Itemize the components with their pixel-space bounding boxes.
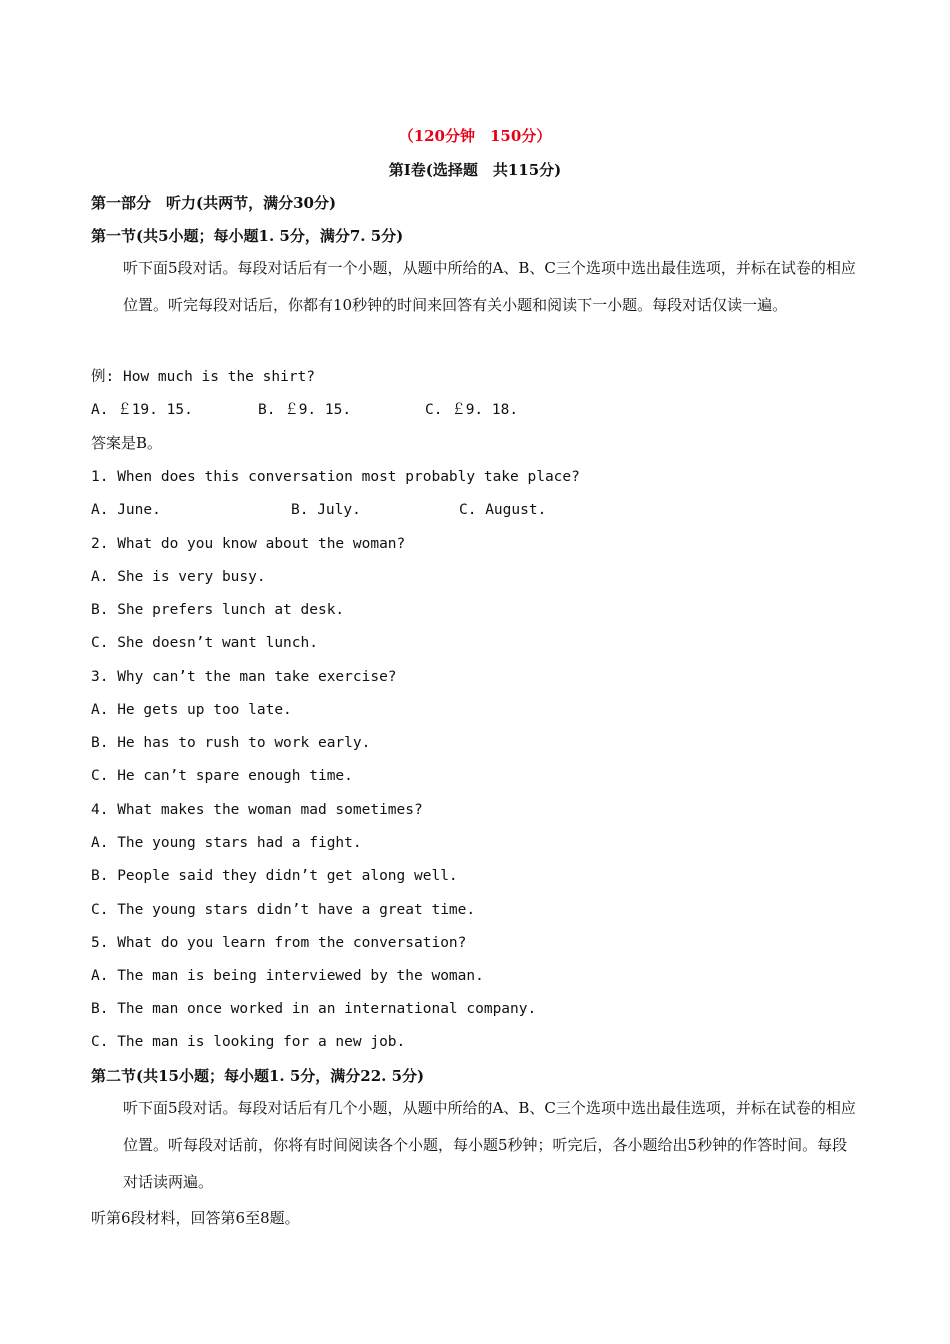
- example-option-a: A. ￡19. 15.: [91, 402, 193, 418]
- q2-option-b: B. She prefers lunch at desk.: [91, 602, 345, 618]
- question-3: 3. Why can’t the man take exercise?: [91, 669, 397, 685]
- section2-instructions: 听下面5段对话。每段对话后有几个小题，从题中所给的A、B、C三个选项中选出最佳选项，并标在试卷的相应位置。听每段对话前，你将有时间阅读各个小题，每小题5秒钟；听完后，各小题给出5秒钟的作答时间。每段对话读两遍。: [123, 1099, 856, 1191]
- q4-option-b: B. People said they didn’t get along well.: [91, 868, 458, 884]
- q5-option-c: C. The man is looking for a new job.: [91, 1034, 406, 1050]
- volume-title: 第Ⅰ卷(选择题 共115分): [388, 161, 562, 179]
- q3-option-b: B. He has to rush to work early.: [91, 735, 371, 751]
- section2-title: 第二节(共15小题；每小题1. 5分，满分22. 5分): [91, 1067, 425, 1085]
- q5-option-a: A. The man is being interviewed by the woman.: [91, 968, 484, 984]
- question-5: 5. What do you learn from the conversation?: [91, 935, 467, 951]
- q2-option-c: C. She doesn’t want lunch.: [91, 635, 318, 651]
- part1-title: 第一部分 听力(共两节，满分30分): [91, 194, 337, 212]
- section1-instructions: 听下面5段对话。每段对话后有一个小题，从题中所给的A、B、C三个选项中选出最佳选项，并标在试卷的相应位置。听完每段对话后，你都有10秒钟的时间来回答有关小题和阅读下一小题。每段对话仅读一遍。: [123, 259, 856, 314]
- question-1: 1. When does this conversation most probably take place?: [91, 469, 580, 485]
- q1-option-b: B. July.: [291, 502, 361, 518]
- time-score-header: （120分钟 150分）: [398, 127, 552, 145]
- q1-option-a: A. June.: [91, 502, 161, 518]
- section1-title: 第一节(共5小题；每小题1. 5分，满分7. 5分): [91, 227, 404, 245]
- question-4: 4. What makes the woman mad sometimes?: [91, 802, 423, 818]
- q3-option-c: C. He can’t spare enough time.: [91, 768, 353, 784]
- example-option-c: C. ￡9. 18.: [425, 402, 519, 418]
- example-answer: 答案是B。: [91, 434, 163, 452]
- q4-option-a: A. The young stars had a fight.: [91, 835, 362, 851]
- example-question: 例: How much is the shirt?: [91, 369, 316, 385]
- example-option-b: B. ￡9. 15.: [258, 402, 352, 418]
- section2-sub-instruction: 听第6段材料，回答第6至8题。: [91, 1209, 300, 1227]
- q5-option-b: B. The man once worked in an international company.: [91, 1001, 537, 1017]
- q2-option-a: A. She is very busy.: [91, 569, 266, 585]
- q1-option-c: C. August.: [459, 502, 547, 518]
- q4-option-c: C. The young stars didn’t have a great time.: [91, 902, 476, 918]
- question-2: 2. What do you know about the woman?: [91, 536, 406, 552]
- q3-option-a: A. He gets up too late.: [91, 702, 292, 718]
